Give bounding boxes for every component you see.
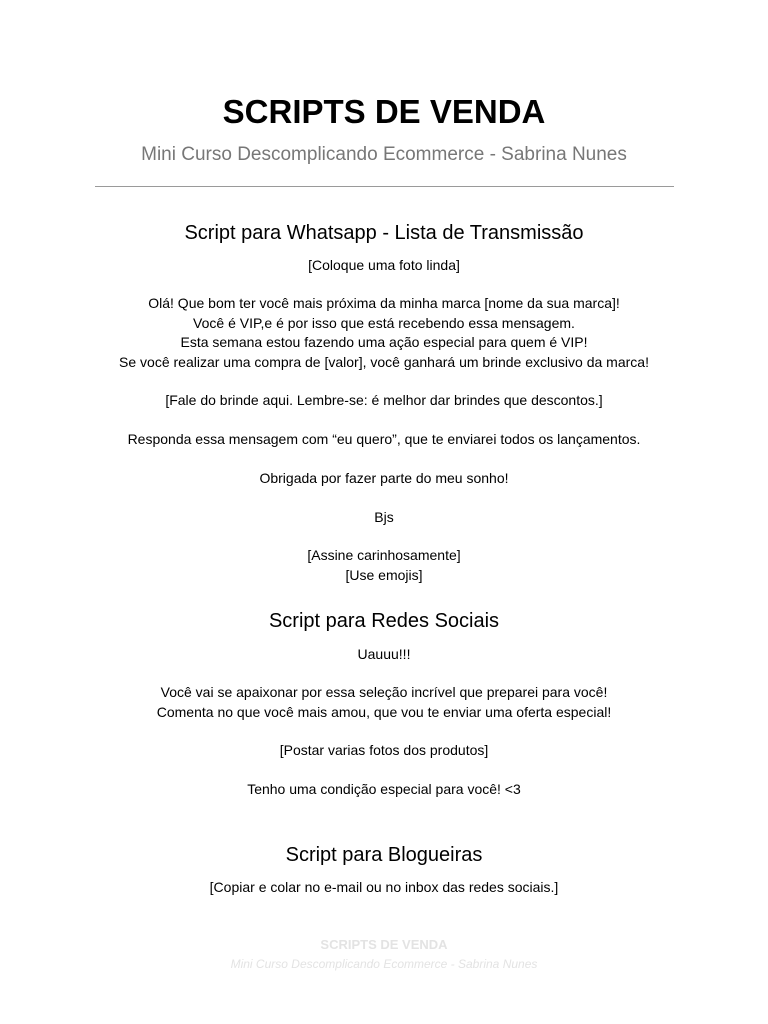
section-line: Você vai se apaixonar por essa seleção incrível que preparei para você! bbox=[160, 684, 608, 700]
section-line: [Coloque uma foto linda] bbox=[308, 257, 460, 273]
section-heading-blogueiras: Script para Blogueiras bbox=[285, 844, 483, 866]
document-title: SCRIPTS DE VENDA bbox=[222, 93, 546, 130]
header-divider bbox=[95, 186, 674, 187]
section-line: Comenta no que você mais amou, que vou te enviar uma oferta especial! bbox=[156, 703, 612, 720]
section-line: Você é VIP,e é por isso que está recebendo essa mensagem. bbox=[193, 314, 575, 331]
section-line: Tenho uma condição especial para você! <3 bbox=[247, 781, 521, 797]
footer-title: SCRIPTS DE VENDA bbox=[320, 937, 448, 952]
section-line: [Copiar e colar no e-mail ou no inbox das redes sociais.] bbox=[209, 879, 559, 895]
section-line: [Use emojis] bbox=[345, 566, 423, 583]
whatsapp-message-block bbox=[0, 294, 768, 372]
section-line: [Assine carinhosamente] bbox=[307, 547, 461, 563]
section-line: Uauuu!!! bbox=[357, 646, 411, 662]
section-heading-redes-sociais: Script para Redes Sociais bbox=[268, 610, 500, 632]
section-line: Responda essa mensagem com “eu quero”, que te enviarei todos os lançamentos. bbox=[127, 431, 641, 447]
section-heading-whatsapp: Script para Whatsapp - Lista de Transmissão bbox=[184, 222, 584, 244]
section-line: Bjs bbox=[374, 509, 394, 525]
section-line: [Postar varias fotos dos produtos] bbox=[279, 742, 489, 758]
signature-block bbox=[0, 546, 768, 585]
section-line: Olá! Que bom ter você mais próxima da minha marca [nome da sua marca]! bbox=[148, 295, 620, 311]
document-subtitle: Mini Curso Descomplicando Ecommerce - Sabrina Nunes bbox=[141, 144, 627, 165]
social-message-block bbox=[0, 683, 768, 722]
footer-subtitle: Mini Curso Descomplicando Ecommerce - Sabrina Nunes bbox=[230, 957, 538, 971]
section-line: Esta semana estou fazendo uma ação especial para quem é VIP! bbox=[180, 334, 588, 350]
section-line: Se você realizar uma compra de [valor], você ganhará um brinde exclusivo da marca! bbox=[119, 353, 649, 370]
section-line: [Fale do brinde aqui. Lembre-se: é melhor dar brindes que descontos.] bbox=[165, 392, 603, 408]
section-line: Obrigada por fazer parte do meu sonho! bbox=[259, 470, 509, 486]
